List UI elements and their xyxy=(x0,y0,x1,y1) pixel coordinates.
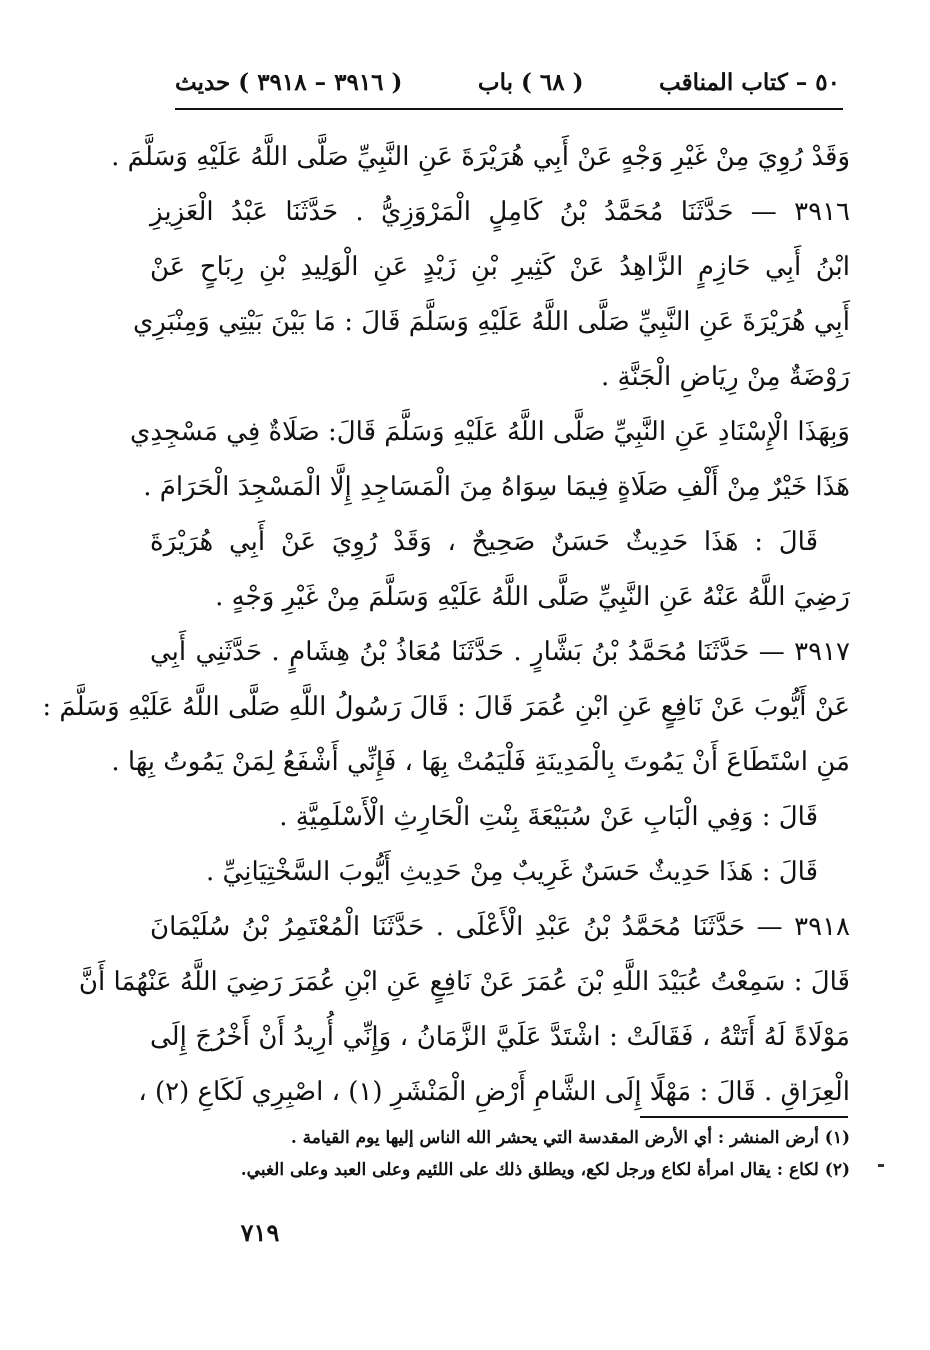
footnote-1: (١) أرض المنشر : أي الأرض المقدسة التي يحشر الله الناس إليها يوم القيامة . xyxy=(290,1128,850,1148)
text-line: مَنِ اسْتَطَاعَ أَنْ يَمُوتَ بِالْمَدِينَةِ فَلْيَمُتْ بِهَا ، فَإِنِّي أَشْفَعُ لِمَنْ يَمُوتُ بِهَا . xyxy=(111,747,850,777)
text-line: قَالَ : سَمِعْتُ عُبَيْدَ اللَّهِ بْنَ عُمَرَ عَنْ نَافِعٍ عَنِ ابْنِ عُمَرَ رَضِيَ اللَّهُ عَنْهُمَا أَنَّ xyxy=(78,967,850,997)
text-line: عَنْ أَيُّوبَ عَنْ نَافِعٍ عَنِ ابْنِ عُمَرَ قَالَ : قَالَ رَسُولُ اللَّهِ صَلَّى اللَّهُ عَلَيْهِ وَسَلَّمَ : xyxy=(42,692,850,722)
chapter-title: ( ٦٨ ) باب xyxy=(477,68,584,96)
book-title: ٥٠ – كتاب المناقب xyxy=(658,68,840,96)
hadith-3917-line: ٣٩١٧ — حَدَّثَنَا مُحَمَّدُ بْنُ بَشَّارٍ . حَدَّثَنَا مُعَاذُ بْنُ هِشَامٍ . حَدَّثَنِي أَبِي xyxy=(150,637,850,667)
scan-mark xyxy=(878,1164,884,1167)
text-line: وَقَدْ رُوِيَ مِنْ غَيْرِ وَجْهٍ عَنْ أَبِي هُرَيْرَةَ عَنِ النَّبِيِّ صَلَّى اللَّهُ عَلَيْهِ وَسَلَّمَ . xyxy=(111,142,850,172)
text-line: رَوْضَةٌ مِنْ رِيَاضِ الْجَنَّةِ . xyxy=(600,362,850,392)
text-line: أَبِي هُرَيْرَةَ عَنِ النَّبِيِّ صَلَّى اللَّهُ عَلَيْهِ وَسَلَّمَ قَالَ : مَا بَيْنَ بَيْتِي وَمِنْبَرِي xyxy=(132,307,850,337)
running-header xyxy=(175,62,840,102)
main-text xyxy=(42,130,850,1120)
footnote-divider xyxy=(640,1116,848,1118)
footnotes xyxy=(150,1122,850,1186)
hadith-3916-line: ٣٩١٦ — حَدَّثَنَا مُحَمَّدُ بْنُ كَامِلٍ الْمَرْوَزِيُّ . حَدَّثَنَا عَبْدُ الْعَزِيزِ xyxy=(150,197,850,227)
text-line: قَالَ : هَذَا حَدِيثٌ حَسَنٌ صَحِيحٌ ، وَقَدْ رُوِيَ عَنْ أَبِي هُرَيْرَةَ xyxy=(150,527,818,557)
text-line: الْعِرَاقِ . قَالَ : مَهْلًا إِلَى الشَّامِ أَرْضِ الْمَنْشَرِ (١) ، اصْبِرِي لَكَاعِ (٢) ، xyxy=(138,1077,850,1107)
hadith-range: ( ٣٩١٦ – ٣٩١٨ ) حديث xyxy=(175,68,403,96)
header-divider xyxy=(175,108,843,110)
text-line: رَضِيَ اللَّهُ عَنْهُ عَنِ النَّبِيِّ صَلَّى اللَّهُ عَلَيْهِ وَسَلَّمَ مِنْ غَيْرِ وَجْهٍ . xyxy=(215,582,850,612)
footnote-2: (٢) لكاع : يقال امرأة لكاع ورجل لكع، ويطلق ذلك على اللئيم وعلى العبد وعلى الغبي. xyxy=(240,1160,850,1180)
text-line: مَوْلَاةً لَهُ أَتَتْهُ ، فَقَالَتْ : اشْتَدَّ عَلَيَّ الزَّمَانُ ، وَإِنِّي أُرِيدُ أَنْ أَخْرُجَ إِلَى xyxy=(150,1022,850,1052)
text-line: ابْنُ أَبِي حَازِمٍ الزَّاهِدُ عَنْ كَثِيرِ بْنِ زَيْدٍ عَنِ الْوَلِيدِ بْنِ رِبَاحٍ عَنْ xyxy=(150,252,850,282)
text-line: هَذَا خَيْرٌ مِنْ أَلْفِ صَلَاةٍ فِيمَا سِوَاهُ مِنَ الْمَسَاجِدِ إِلَّا الْمَسْجِدَ الْحَرَامَ . xyxy=(143,472,850,502)
text-line: قَالَ : هَذَا حَدِيثٌ حَسَنٌ غَرِيبٌ مِنْ حَدِيثِ أَيُّوبَ السَّخْتِيَانِيِّ . xyxy=(206,857,818,887)
page-number: ٧١٩ xyxy=(240,1218,280,1247)
text-line: قَالَ : وَفِي الْبَابِ عَنْ سُبَيْعَةَ بِنْتِ الْحَارِثِ الْأَسْلَمِيَّةِ . xyxy=(279,802,818,832)
text-line: وَبِهَذَا الْإِسْنَادِ عَنِ النَّبِيِّ صَلَّى اللَّهُ عَلَيْهِ وَسَلَّمَ قَالَ: صَلَاةٌ فِي مَسْجِدِي xyxy=(130,417,850,447)
hadith-3918-line: ٣٩١٨ — حَدَّثَنَا مُحَمَّدُ بْنُ عَبْدِ الْأَعْلَى . حَدَّثَنَا الْمُعْتَمِرُ بْنُ سُلَيْمَانَ xyxy=(150,912,850,942)
